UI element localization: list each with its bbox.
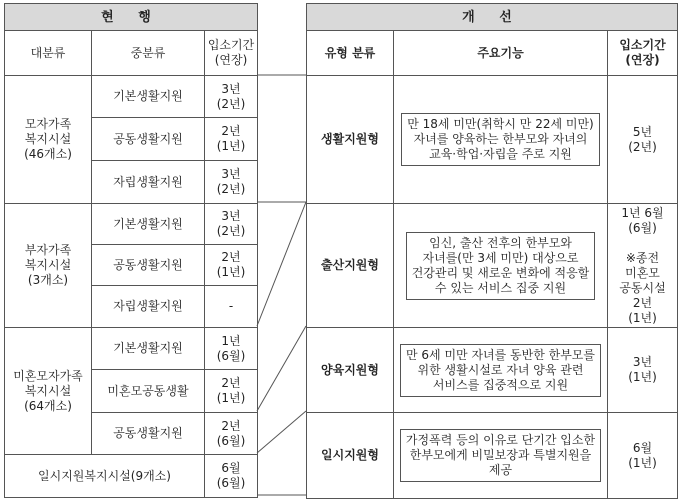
period-cell: 2년 (1년) <box>205 245 258 286</box>
current-title: 현 행 <box>5 4 258 31</box>
period-cell: - <box>205 286 258 328</box>
type-cell: 출산지원형 <box>307 204 394 328</box>
function-cell: 가정폭력 등의 이유로 단기간 입소한 한부모에게 비밀보장과 특별지원을 제공 <box>400 429 601 482</box>
header-type: 유형 분류 <box>307 31 394 76</box>
connector-line <box>257 326 306 411</box>
header-period: 입소기간 (연장) <box>205 31 258 76</box>
type-cell: 양육지원형 <box>307 328 394 413</box>
sub-category: 공동생활지원 <box>92 245 205 286</box>
connector-line <box>257 202 306 326</box>
function-cell: 만 18세 미만(취학시 만 22세 미만) 자녀를 양육하는 한부모와 자녀의 교육·학업·자립을 주로 지원 <box>401 113 600 166</box>
function-cell: 임신, 출산 전후의 한부모와 자녀를(만 3세 미만) 대상으로 건강관리 및 새로운 변화에 적응할 수 있는 서비스 집중 지원 <box>406 232 596 300</box>
period-cell: 3년 (2년) <box>205 161 258 204</box>
type-cell: 생활지원형 <box>307 76 394 204</box>
header-period: 입소기간 (연장) <box>608 31 678 76</box>
period-note: ※종전 미혼모 공동시설 2년 (1년) <box>619 250 666 325</box>
sub-category: 자립생활지원 <box>92 161 205 204</box>
period-cell: 3년 (2년) <box>205 76 258 118</box>
period-cell: 1년 (6월) <box>205 328 258 370</box>
function-cell: 만 6세 미만 자녀를 동반한 한부모를 위한 생활시설로 자녀 양육 관련 서비스를 집중적으로 지원 <box>400 344 601 397</box>
type-cell: 일시지원형 <box>307 413 394 499</box>
header-function: 주요기능 <box>394 31 608 76</box>
period-cell: 2년 (1년) <box>205 370 258 413</box>
group-name: 미혼모자가족 복지시설 (64개소) <box>5 328 92 455</box>
period-cell: 2년 (1년) <box>205 118 258 161</box>
group-name: 모자가족 복지시설 (46개소) <box>5 76 92 204</box>
sub-category: 미혼모공동생활 <box>92 370 205 413</box>
period-cell: 6월 (6월) <box>205 455 258 498</box>
connector-line <box>257 411 306 453</box>
header-middle: 중분류 <box>92 31 205 76</box>
sub-category: 기본생활지원 <box>92 76 205 118</box>
sub-category: 기본생활지원 <box>92 328 205 370</box>
sub-category: 공동생활지원 <box>92 413 205 455</box>
period-value: 1년 6월 (6월) <box>621 205 664 235</box>
period-cell: 6월 (1년) <box>608 413 678 499</box>
group-name: 부자가족 복지시설 (3개소) <box>5 204 92 328</box>
temp-facility: 일시지원복지시설(9개소) <box>5 455 205 498</box>
sub-category: 자립생활지원 <box>92 286 205 328</box>
period-cell: 2년 (6월) <box>205 413 258 455</box>
sub-category: 공동생활지원 <box>92 118 205 161</box>
improved-title: 개 선 <box>307 4 678 31</box>
header-major: 대분류 <box>5 31 92 76</box>
period-cell: 3년 (2년) <box>205 204 258 245</box>
period-cell: 3년 (1년) <box>608 328 678 413</box>
sub-category: 기본생활지원 <box>92 204 205 245</box>
period-cell: 5년 (2년) <box>608 76 678 204</box>
